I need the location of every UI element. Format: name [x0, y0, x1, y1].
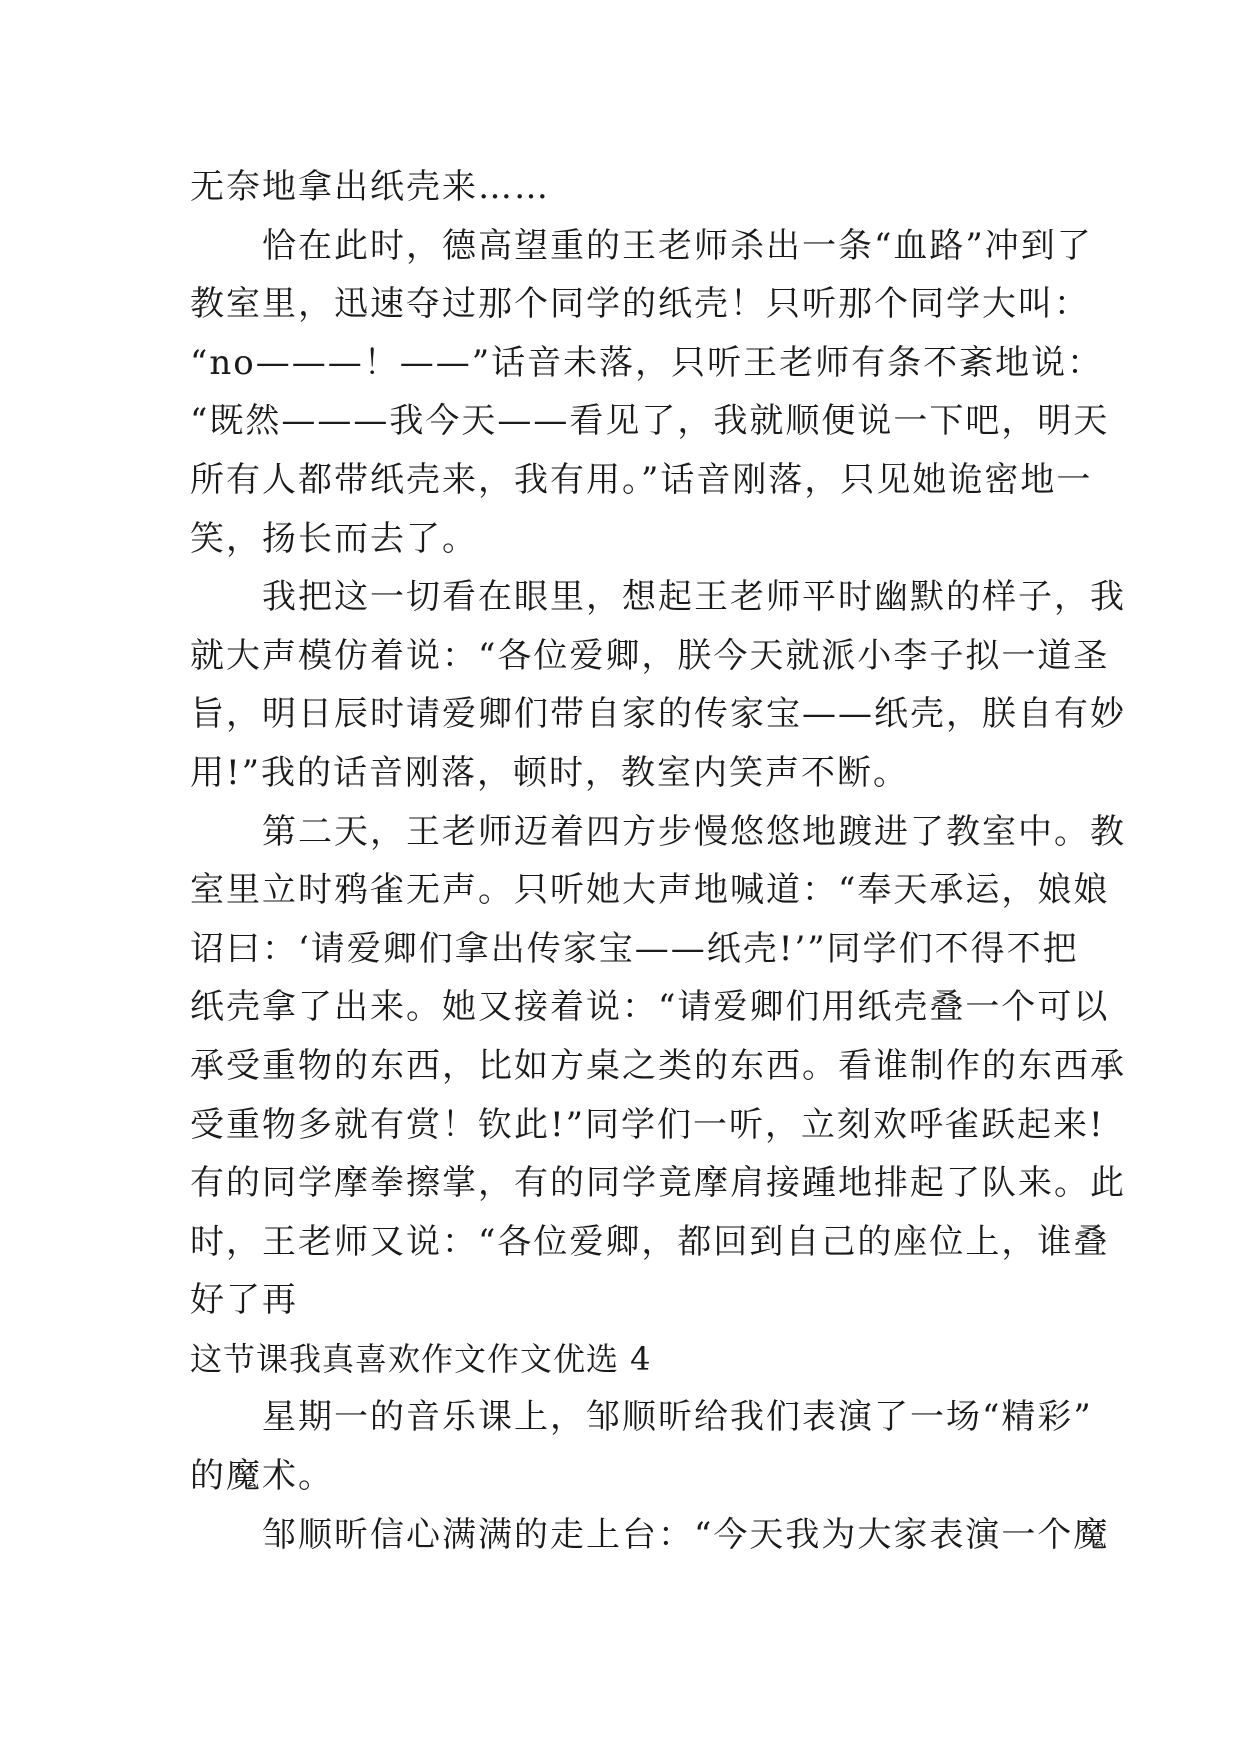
text-line: 笑，扬长而去了。: [190, 518, 478, 559]
text-line: “no———！——”话音未落，只听王老师有条不紊地说：: [190, 342, 1104, 383]
text-line: 旨，明日辰时请爱卿们带自家的传家宝——纸壳，朕自有妙: [190, 694, 1126, 735]
text-line: 所有人都带纸壳来，我有用。”话音刚落，只见她诡密地一: [190, 459, 1093, 500]
text-line: 承受重物的东西，比如方桌之类的东西。看谁制作的东西承: [190, 1045, 1126, 1086]
section-heading: 这节课我真喜欢作文作文优选 4: [190, 1339, 652, 1378]
text-line: 邹顺昕信心满满的走上台：“今天我为大家表演一个魔: [190, 1514, 1110, 1555]
text-line: 就大声模仿着说：“各位爱卿，朕今天就派小李子拟一道圣: [190, 635, 1110, 676]
text-line: 好了再: [190, 1280, 298, 1321]
text-line: 纸壳拿了出来。她又接着说：“请爱卿们用纸壳叠一个可以: [190, 987, 1110, 1028]
text-line: 无奈地拿出纸壳来……: [190, 167, 550, 207]
text-line: 时，王老师又说：“各位爱卿，都回到自己的座位上，谁叠: [190, 1221, 1110, 1262]
text-line: 有的同学摩拳擦掌，有的同学竟摩肩接踵地排起了队来。此: [190, 1163, 1126, 1204]
text-line: 我把这一切看在眼里，想起王老师平时幽默的样子，我: [190, 577, 1126, 618]
text-line: “既然———我今天——看见了，我就顺便说一下吧，明天: [190, 401, 1110, 442]
text-line: 的魔术。: [190, 1456, 334, 1497]
text-line: 室里立时鸦雀无声。只听她大声地喊道：“奉天承运，娘娘: [190, 870, 1110, 911]
text-line: 星期一的音乐课上，邹顺昕给我们表演了一场“精彩”: [190, 1397, 1093, 1438]
text-line: 受重物多就有赏！钦此!”同学们一听，立刻欢呼雀跃起来!: [190, 1104, 1105, 1145]
text-line: 恰在此时，德高望重的王老师杀出一条“血路”冲到了: [190, 225, 1093, 266]
text-line: 第二天，王老师迈着四方步慢悠悠地踱进了教室中。教: [190, 811, 1126, 852]
document-body: [190, 158, 1126, 1564]
text-line: 诏曰：‘请爱卿们拿出传家宝——纸壳!’”同学们不得不把: [190, 928, 1079, 969]
text-line: 教室里，迅速夺过那个同学的纸壳！只听那个同学大叫：: [190, 284, 1090, 325]
text-line: 用!”我的话音刚落，顿时，教室内笑声不断。: [190, 752, 910, 793]
